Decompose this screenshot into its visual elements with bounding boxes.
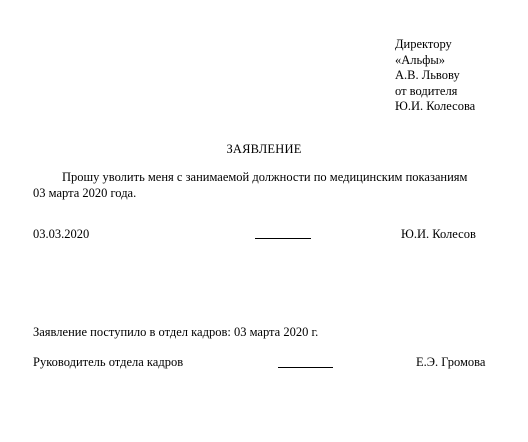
request-line-2: 03 марта 2020 года.	[33, 185, 137, 200]
addressee-name: А.В. Львову	[395, 68, 460, 82]
request-line-1: Прошу уволить меня с занимаемой должности по медицинским показаниям	[62, 170, 468, 184]
applicant-signature-line	[255, 238, 311, 239]
hr-signature-line	[278, 367, 333, 368]
request-text	[33, 170, 493, 201]
sender-position: от водителя	[395, 83, 458, 98]
application-date: 03.03.2020	[33, 227, 90, 241]
addressee-block	[395, 37, 475, 115]
document-title: ЗАЯВЛЕНИЕ	[226, 142, 302, 156]
hr-head-position: Руководитель отдела кадров	[33, 355, 184, 369]
applicant-name: Ю.И. Колесов	[401, 227, 476, 241]
addressee-company: «Альфы»	[395, 52, 445, 67]
received-note: Заявление поступило в отдел кадров: 03 марта 2020 г.	[33, 325, 319, 339]
sender-name: Ю.И. Колесова	[395, 99, 476, 113]
hr-head-name: Е.Э. Громова	[416, 355, 486, 369]
addressee-position: Директору	[395, 37, 452, 51]
